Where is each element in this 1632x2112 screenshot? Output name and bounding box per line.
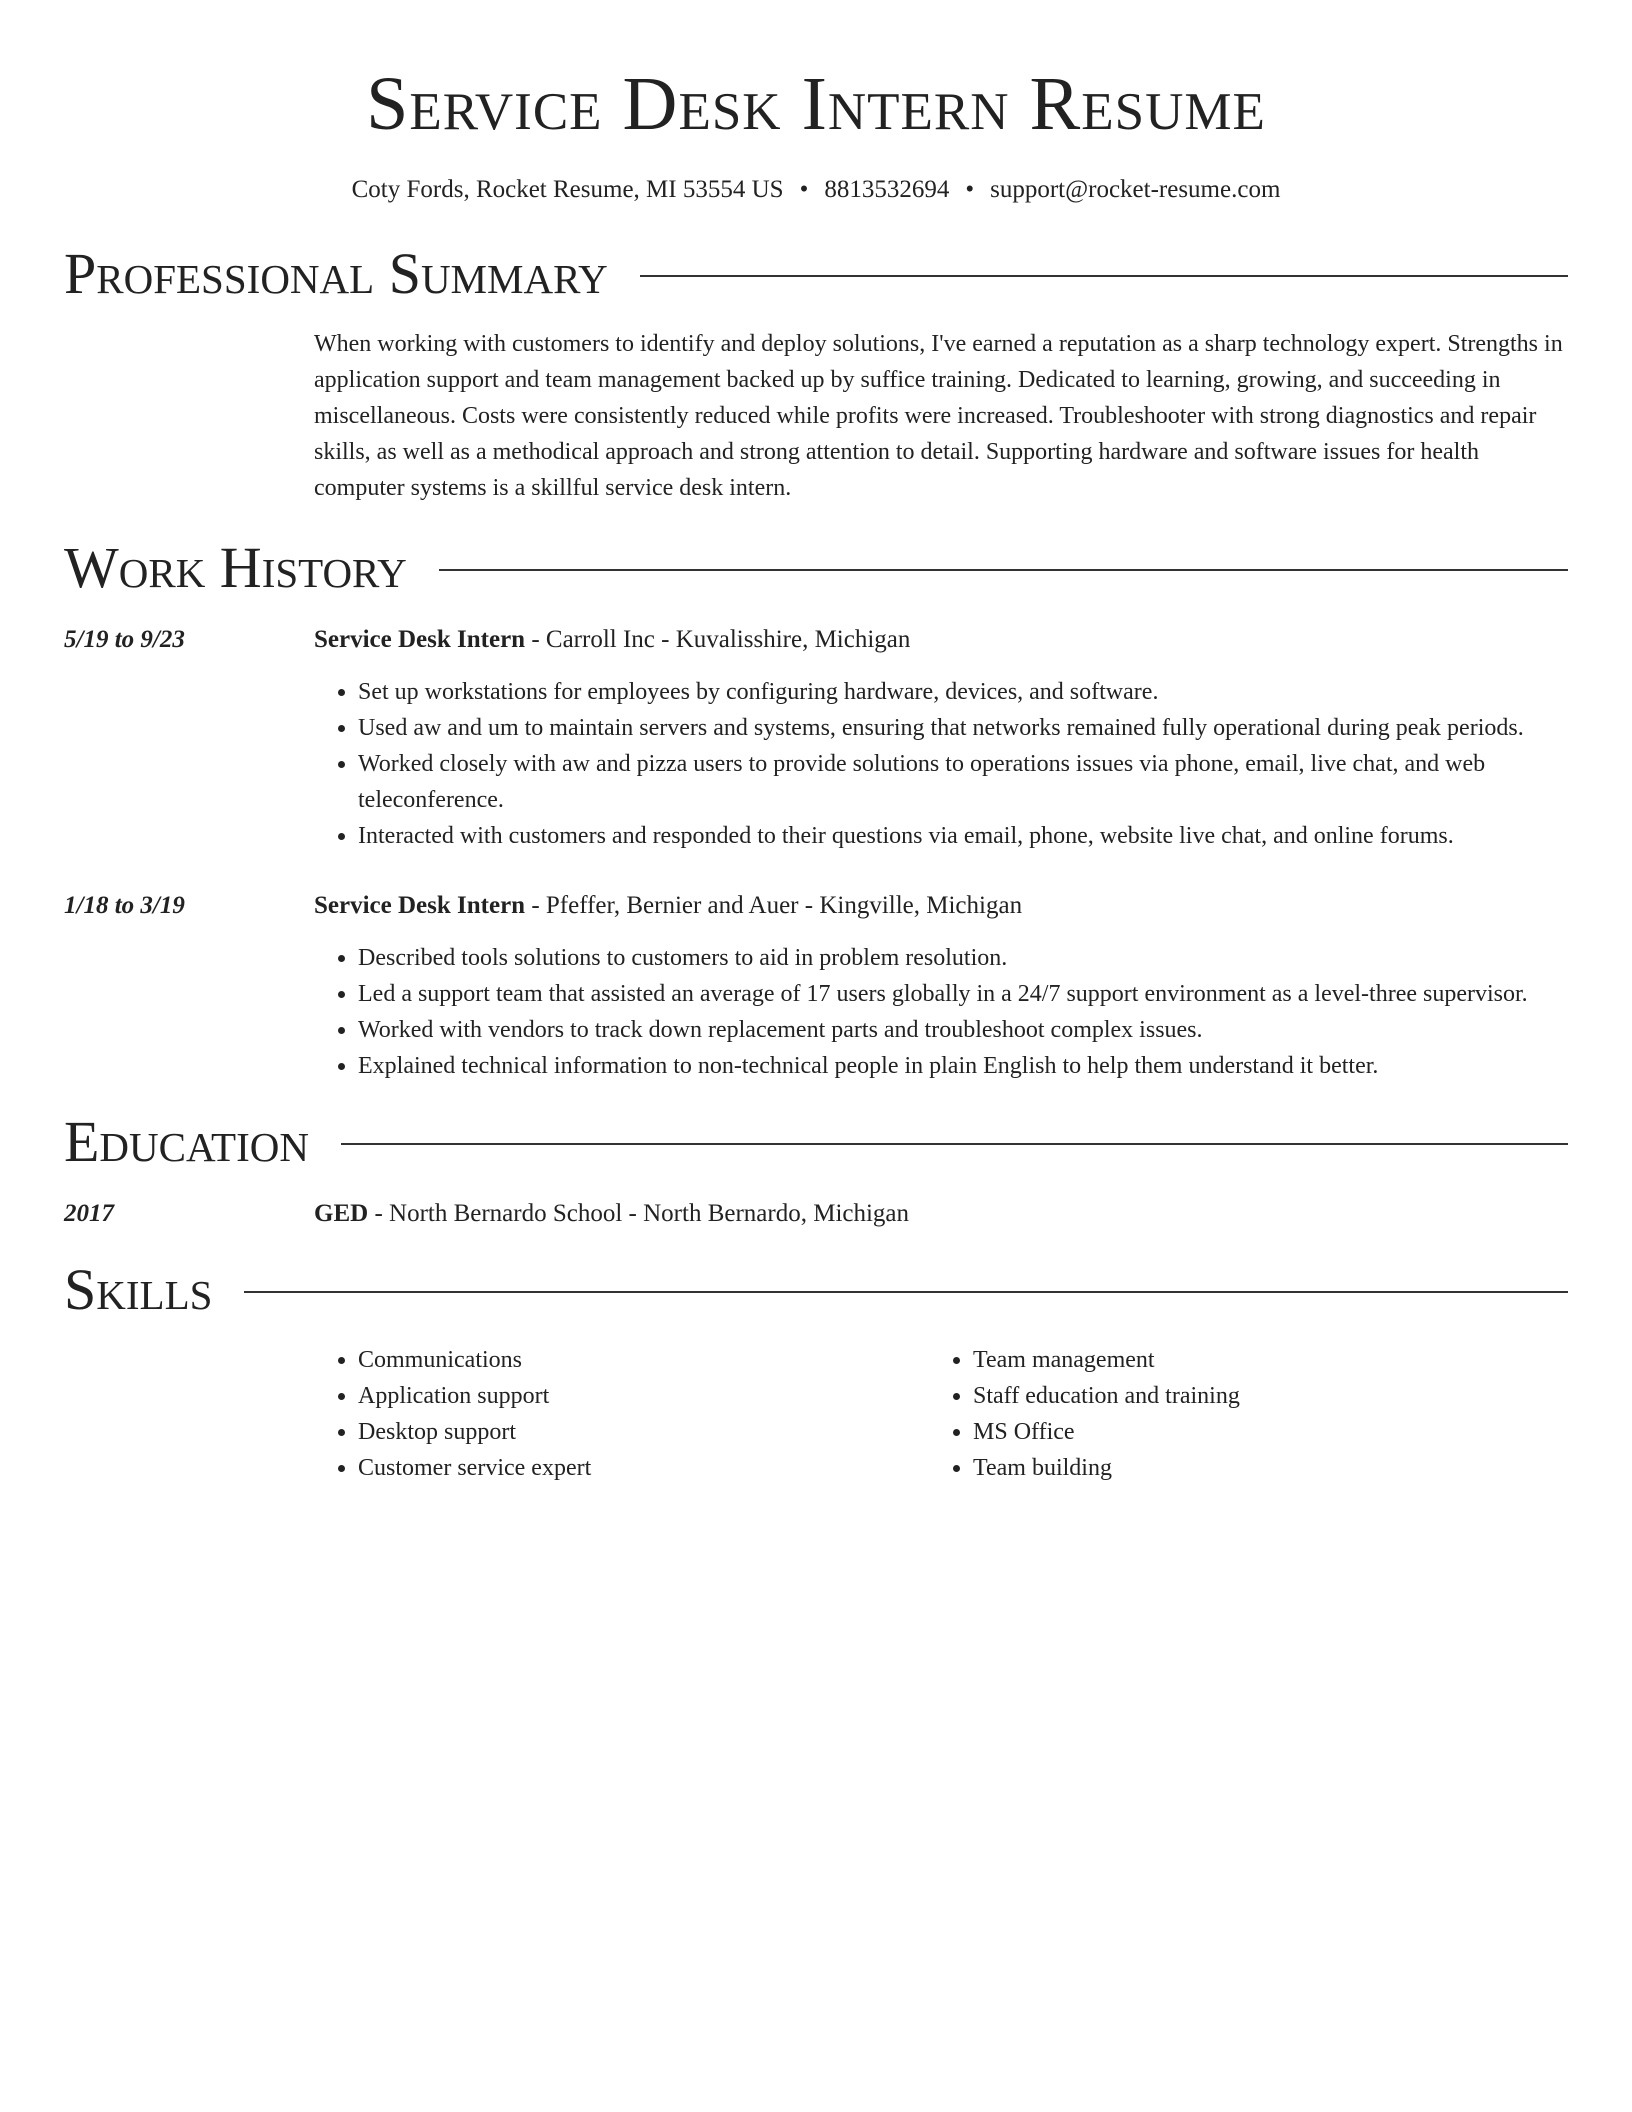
list-item: • Team building xyxy=(973,1450,1544,1486)
resume-title: Service Desk Intern Resume xyxy=(366,62,1266,146)
summary-section-header xyxy=(64,242,1568,306)
education-year: 2017 xyxy=(64,1200,114,1227)
work-entry-body xyxy=(314,622,1568,854)
contact-email: support@rocket-resume.com xyxy=(990,176,1281,203)
work-bullets xyxy=(314,940,1568,1084)
work-bullets xyxy=(314,674,1568,854)
skills-section-header xyxy=(64,1258,1568,1322)
list-item: • Worked with vendors to track down replacement parts and troubleshoot complex issues. xyxy=(358,1012,1568,1048)
contact-separator: • xyxy=(965,176,975,203)
skills-section-title: Skills xyxy=(64,1257,213,1322)
work-dates: 1/18 to 3/19 xyxy=(64,892,185,919)
work-role: Service Desk Intern xyxy=(314,892,526,919)
section-divider xyxy=(640,275,1568,277)
skills-list xyxy=(314,1342,1568,1486)
work-heading xyxy=(314,888,1568,924)
work-heading xyxy=(314,622,1568,658)
list-item: • Application support xyxy=(358,1378,929,1414)
work-entry xyxy=(64,888,1568,1084)
contact-line xyxy=(64,174,1568,206)
list-item: • Interacted with customers and responded to their questions via email, phone, website live chat, and online forums. xyxy=(358,818,1568,854)
list-item: • Team management xyxy=(973,1342,1544,1378)
summary-section-title: Professional Summary xyxy=(64,241,608,306)
contact-phone: 8813532694 xyxy=(824,176,950,203)
work-section-header xyxy=(64,536,1568,600)
work-details: - Pfeffer, Bernier and Auer - Kingville, Michigan xyxy=(525,892,1023,919)
education-degree: GED xyxy=(314,1200,369,1227)
list-item: • Communications xyxy=(358,1342,929,1378)
list-item: • MS Office xyxy=(973,1414,1544,1450)
section-divider xyxy=(244,1291,1568,1293)
work-section-title: Work History xyxy=(64,535,407,600)
list-item: • Led a support team that assisted an average of 17 users globally in a 24/7 support environment as a level-three supervisor. xyxy=(358,976,1568,1012)
list-item: • Staff education and training xyxy=(973,1378,1544,1414)
skills-column-right xyxy=(929,1342,1544,1486)
list-item: • Customer service expert xyxy=(358,1450,929,1486)
list-item: • Worked closely with aw and pizza users to provide solutions to operations issues via phone, email, live chat, and web teleconference. xyxy=(358,746,1568,818)
contact-address: Coty Fords, Rocket Resume, MI 53554 US xyxy=(351,176,784,203)
contact-separator: • xyxy=(799,176,809,203)
education-entry-body xyxy=(314,1196,1568,1232)
education-section-title: Education xyxy=(64,1109,309,1174)
work-role: Service Desk Intern xyxy=(314,626,526,653)
list-item: • Desktop support xyxy=(358,1414,929,1450)
education-section-header xyxy=(64,1110,1568,1174)
education-details: - North Bernardo School - North Bernardo, Michigan xyxy=(368,1200,910,1227)
list-item: • Described tools solutions to customers to aid in problem resolution. xyxy=(358,940,1568,976)
section-divider xyxy=(341,1143,1568,1145)
work-details: - Carroll Inc - Kuvalisshire, Michigan xyxy=(525,626,911,653)
list-item: • Explained technical information to non-technical people in plain English to help them understand it better. xyxy=(358,1048,1568,1084)
summary-text: When working with customers to identify and deploy solutions, I've earned a reputation as a sharp technology expert. Strengths in application support and team management backed up by suffice training. Dedicated to learning, growing, and succeeding in miscellaneous. Costs were consistently reduced while profits were increased. Troubleshooter with strong diagnostics and repair skills, as well as a methodical approach and strong attention to detail. Supporting hardware and software issues for health computer systems is a skillful service desk intern. xyxy=(314,331,1563,501)
work-dates: 5/19 to 9/23 xyxy=(64,626,185,653)
section-divider xyxy=(439,569,1568,571)
education-entry xyxy=(64,1196,1568,1232)
list-item: • Used aw and um to maintain servers and systems, ensuring that networks remained fully operational during peak periods. xyxy=(358,710,1568,746)
skills-column-left xyxy=(314,1342,929,1486)
list-item: • Set up workstations for employees by configuring hardware, devices, and software. xyxy=(358,674,1568,710)
education-heading xyxy=(314,1196,1568,1232)
work-entry-body xyxy=(314,888,1568,1084)
work-entry xyxy=(64,622,1568,854)
